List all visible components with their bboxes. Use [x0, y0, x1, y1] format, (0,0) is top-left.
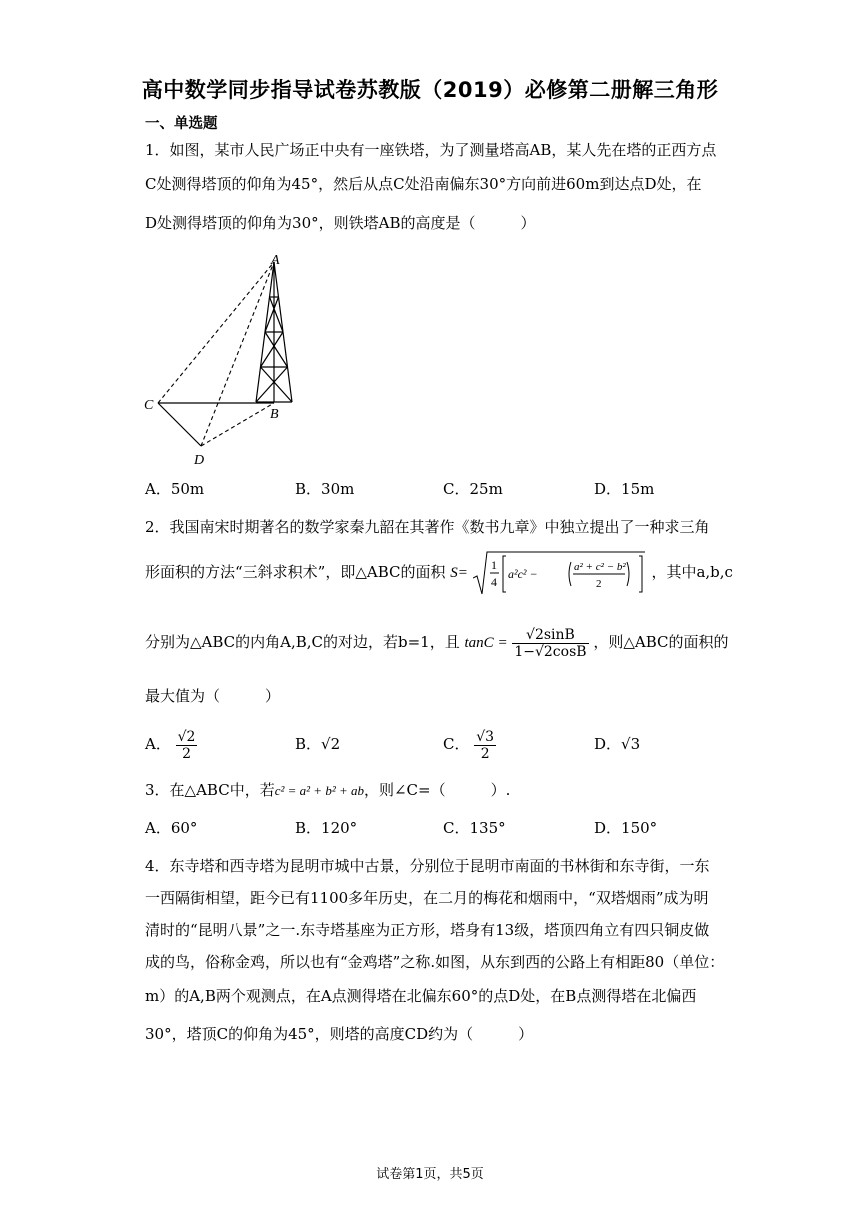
- q2-line-2-tail: ，其中a,b,c: [651, 563, 733, 581]
- formula-s: S=: [450, 565, 468, 581]
- q3-option-c: C．135°: [443, 819, 506, 837]
- q3-option-d: D．150°: [594, 819, 658, 837]
- q2-line-2-text: 形面积的方法“三斜求积术”，即△ABC的面积: [145, 563, 446, 581]
- formula-a2c2: a²c² −: [507, 567, 538, 581]
- q3-option-a: A．60°: [145, 819, 198, 837]
- label-d: D: [194, 453, 205, 468]
- q2-option-d-label: D．: [594, 735, 622, 753]
- q3-tail: ，则∠C=（ ）.: [363, 781, 511, 799]
- q2-line-1: 2．我国南宋时期著名的数学家秦九韶在其著作《数书九章》中独立提出了一种求三角: [145, 518, 710, 536]
- q4-line-1: 4．东寺塔和西寺塔为昆明市城中古景，分别位于昆明市南面的书林街和东寺街，一东: [145, 857, 710, 875]
- q1-option-c: C．25m: [443, 480, 503, 498]
- q2-option-d: [594, 734, 640, 754]
- q1-line-3: D处测得塔顶的仰角为30°，则铁塔AB的高度是（ ）: [145, 214, 536, 232]
- label-a: A: [271, 253, 280, 268]
- q1-line-2: C处测得塔顶的仰角为45°，然后从点C处沿南偏东30°方向前进60m到达点D处，在: [145, 175, 702, 193]
- q2-line-3-tail: ，则△ABC的面积的: [593, 633, 729, 651]
- q2-option-b-label: B．: [295, 735, 322, 753]
- q1-option-d: D．15m: [594, 480, 655, 498]
- q1-line-1: 1．如图，某市人民广场正中央有一座铁塔，为了测量塔高AB，某人先在塔的正西方点: [145, 141, 717, 159]
- formula-denominator: 2: [595, 578, 602, 590]
- formula-four: 4: [490, 575, 497, 589]
- tan-fraction: [512, 627, 588, 660]
- formula-radical: [473, 550, 647, 596]
- q1-option-b: B．30m: [295, 480, 355, 498]
- q2-option-c-value: $\frac{√3}{2}$: [476, 728, 495, 762]
- q2-line-3: [145, 622, 729, 662]
- q4-line-4: 成的鸟，俗称金鸡，所以也有“金鸡塔”之称.如图，从东到西的公路上有相距80（单位：: [145, 953, 725, 971]
- page-footer: 试卷第1页，共5页: [376, 1167, 484, 1182]
- section-heading: 一、单选题: [145, 116, 218, 132]
- q2-line-4: 最大值为（ ）: [145, 687, 281, 705]
- formula-numerator: a² + c² − b²: [573, 561, 626, 573]
- q4-line-2: 一西隔街相望，距今已有1100多年历史，在二月的梅花和烟雨中，“双塔烟雨”成为明: [145, 889, 709, 907]
- q4-line-3: 清时的“昆明八景”之一.东寺塔基座为正方形，塔身有13级，塔顶四角立有四只铜皮做: [145, 921, 710, 939]
- q4-line-5: m）的A,B两个观测点，在A点测得塔在北偏东60°的点D处，在B点测得塔在北偏西: [145, 987, 697, 1005]
- tan-denominator: 1−√2cosB: [514, 643, 587, 660]
- q3-line-1: [145, 780, 720, 801]
- q2-option-a-value: $\frac{√2}{2}$: [177, 728, 196, 762]
- q1-option-a: A．50m: [145, 480, 205, 498]
- q2-line-2: [145, 548, 733, 596]
- q2-option-b: [295, 734, 340, 754]
- q2-line-3-text: 分别为△ABC的内角A,B,C的对边，若b=1，且: [145, 633, 460, 651]
- q2-option-c-label: C．: [443, 735, 470, 753]
- tan-lhs: tanC =: [464, 635, 508, 651]
- q4-line-6: 30°，塔顶C的仰角为45°，则塔的高度CD约为（ ）: [145, 1025, 534, 1043]
- q2-option-b-value: √2: [321, 735, 341, 753]
- q2-option-a-label: A．: [145, 735, 171, 753]
- heron-formula: [450, 550, 646, 596]
- q3-equation: c² = a² + b² + ab: [274, 783, 364, 798]
- page-title: 高中数学同步指导试卷苏教版（2019）必修第二册解三角形: [141, 78, 719, 102]
- q2-option-a: [145, 724, 197, 764]
- label-b: B: [270, 407, 279, 422]
- q3-option-b: B．120°: [295, 819, 358, 837]
- tan-numerator: √2sinB: [512, 627, 588, 644]
- label-c: C: [144, 398, 154, 413]
- formula-one: 1: [490, 558, 497, 572]
- q2-option-c: [443, 724, 496, 764]
- q3-text: 3．在△ABC中，若: [145, 781, 275, 799]
- q1-tower-figure: [140, 250, 300, 470]
- q2-option-d-value: √3: [621, 735, 641, 753]
